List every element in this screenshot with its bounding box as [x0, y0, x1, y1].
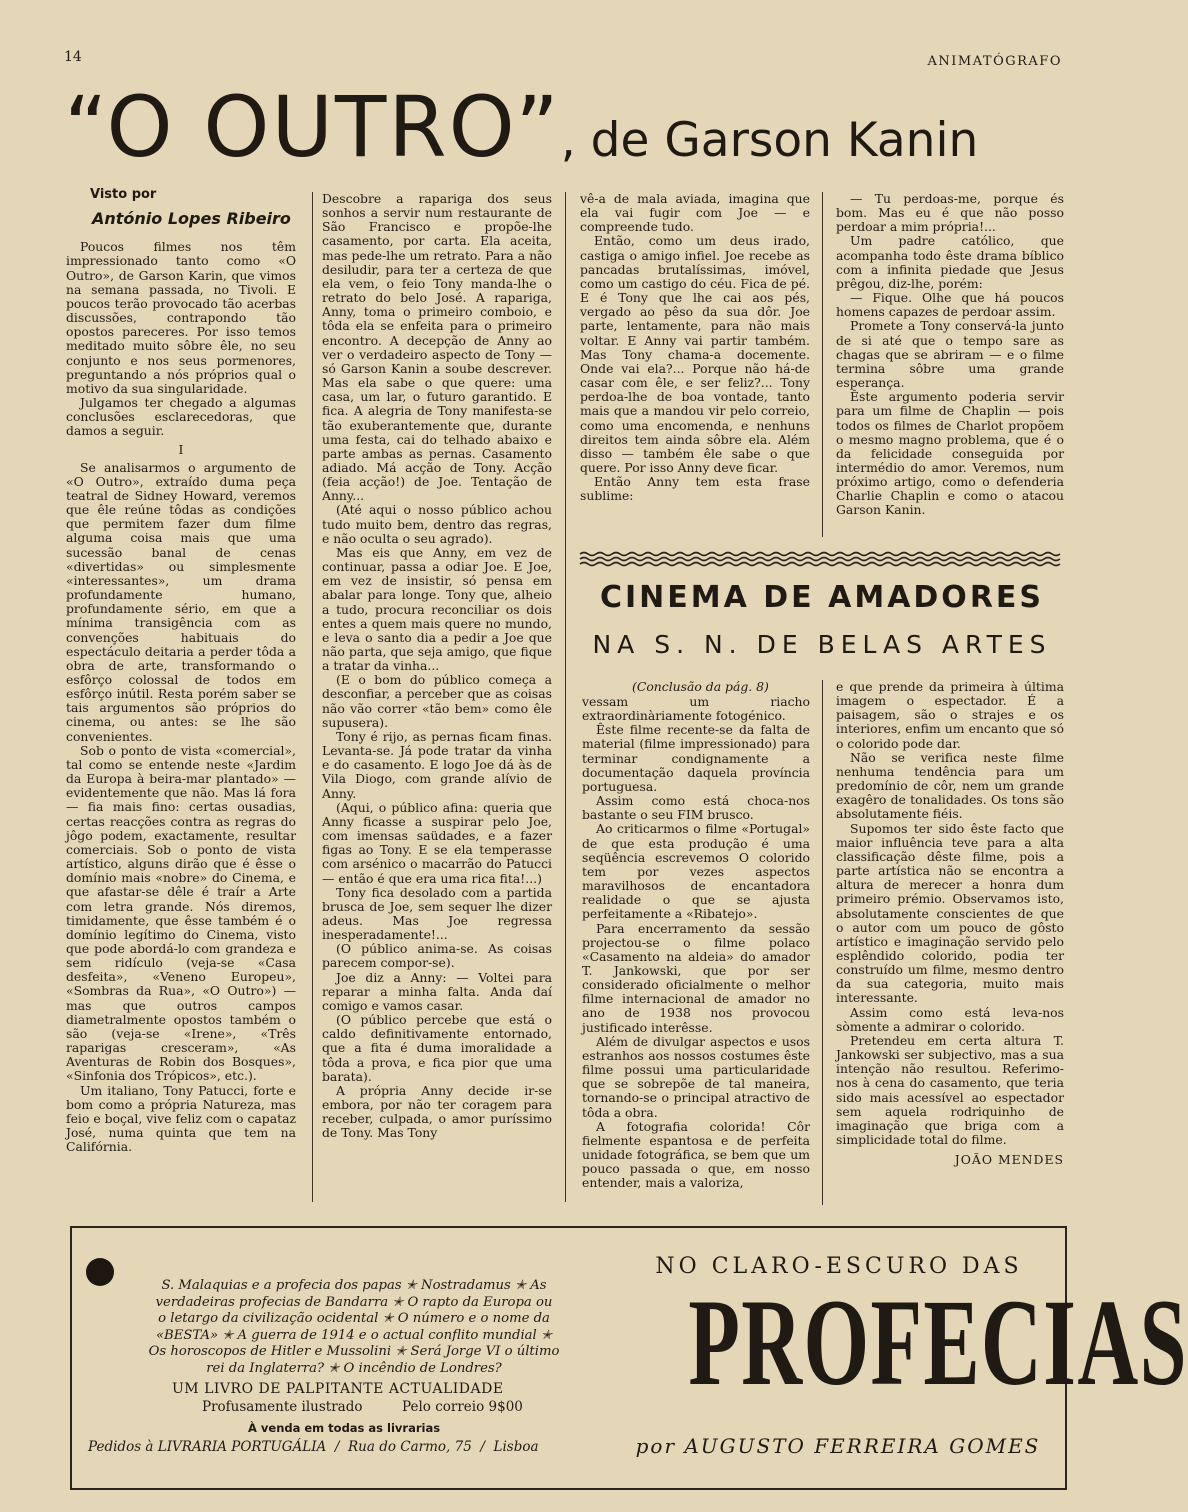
paragraph: A fotografia colorida! Côr fielmente espantosa e de perfeita unidade fotográfica, se bem que um pouco passada o que, em nosso entender, mais a valoriza, — [582, 1118, 810, 1191]
paragraph: Êste argumento poderia servir para um filme de Chaplin — pois todos os filmes de Charlot propõem o mesmo magno problema, que é o da felicidade conseguida por intermédio do amor. Veremos, num próximo artigo, como o defenderia Charlie Chaplin e como o atacou Garson Kanin. — [836, 389, 1064, 518]
ad-price: Pelo correio 9$00 — [402, 1399, 523, 1415]
paragraph: Descobre a rapariga dos seus sonhos a servir num restaurante de São Francisco e propõe-lhe casamento, por carta. Ela aceita, mas pede-lhe um retrato. Para a não desiludir, para ter a certeza de que ela vem, o feio Tony manda-lhe o retrato do belo José. A rapariga, Anny, toma o primeiro comboio, e tôda ela se enfeita para o primeiro encontro. A decepção de Anny ao ver o verdadeiro aspecto de Tony — só Garson Kanin a soube descrever. Mas ela sabe o que quere: uma casa, um lar, o futuro garantido. E fica. A alegria de Tony manifesta-se tão exuberantemente que, durante uma festa, cai do telhado abaixo e parte ambas as pernas. Casamento adiado. Má acção de Tony. Acção (feia acção!) de Joe. Tentação de Anny... — [322, 191, 552, 504]
ad-title: PROFECIAS — [688, 1274, 1188, 1411]
article-column-3 — [580, 192, 810, 552]
paragraph: Mas eis que Anny, em vez de continuar, passa a odiar Joe. E Joe, em vez de insistir, só pensa em abalar para longe. Tony que, alheio a tudo, procura reconciliar os dois entes a quem mais quere no mundo, e leva o santo dia a pedir a Joe que não parta, que seja amigo, que fique a tratar da vinha... — [322, 544, 552, 674]
paragraph: (Aqui, o público afina: queria que Anny ficasse a suspirar pelo Joe, com imensas saüdades, e a fazer figas ao Tony. E se ela temperasse com arsénico o macarrão do Patucci — então é que era uma rica fita!...) — [322, 799, 552, 886]
ad-line: o letargo da civilização ocidental ✭ O número e o nome da — [158, 1311, 550, 1327]
paragraph: Ao criticarmos o filme «Portugal» de que esta produção é uma seqüência escrevemos O colorido tem por vezes aspectos maravilhosos de encantadora realidade o que se ajusta perfeitamente a «Ribatejo». — [582, 821, 810, 922]
paragraph: Julgamos ter chegado a algumas conclusões esclarecedoras, que damos a seguir. — [66, 395, 296, 439]
section-number: I — [178, 441, 184, 457]
paragraph: Poucos filmes nos têm impressionado tanto como «O Outro», de Garson Karin, que vimos na semana passada, no Tivoli. E poucos terão provocado tão acerbas discussões, contrapondo tão opostos pareceres. Por isso temos meditado muito sôbre êle, no seu conjunto e nos seus pormenores, preguntando a nós próprios qual o motivo da sua singularidade. — [66, 239, 296, 396]
cinema-subtitle: NA S. N. DE BELAS ARTES — [592, 630, 1052, 659]
ad-line: verdadeiras profecias de Bandarra ✭ O rapto da Europa ou — [155, 1294, 553, 1310]
cinema-column-2 — [836, 680, 1064, 1215]
article-column-2 — [322, 192, 552, 1207]
paragraph: e que prende da primeira à última imagem o espectador. É a paisagem, são o strajes e os interiores, enfim um encanto que só o colorido pode dar. — [836, 679, 1064, 751]
wavy-divider — [580, 550, 1064, 566]
paragraph: Então Anny tem esta frase sublime: — [580, 474, 810, 504]
paragraph: A própria Anny decide ir-se embora, por não ter coragem para receber, culpada, o amor puríssimo de Tony. Mas Tony — [322, 1082, 552, 1141]
ad-kicker: NO CLARO-ESCURO DAS — [655, 1254, 1023, 1279]
ad-author: por AUGUSTO FERREIRA GOMES — [635, 1434, 1041, 1458]
page-number: 14 — [64, 49, 82, 65]
paragraph: Assim como está choca-nos bastante o seu FIM brusco. — [582, 793, 810, 823]
paragraph: Assim como está leva-nos sòmente a admirar o colorido. — [836, 1004, 1064, 1034]
paragraph: Para encerramento da sessão projectou-se o filme polaco «Casamento na aldeia» do amador T. Jankowski, que por ser considerado oficialmente o melhor filme internacional de amador no ano de 1938 nos provocou justificado interêsse. — [582, 920, 810, 1035]
ad-line: «BESTA» ✭ A guerra de 1914 e o actual conflito mundial ✭ — [155, 1327, 552, 1343]
paragraph: Supomos ter sido êste facto que maior influência teve para a alta classificação dêste filme, pois a parte artística não se encontra a altura de merecer a honra dum primeiro prémio. Observamos isto, absolutamente conscientes de que o autor com um pouco de gôsto artístico e imaginação servido pelo esplêndido colorido, podia ter construído um filme, mesmo dentro da sua categoria, muito mais interessante. — [836, 820, 1064, 1006]
paragraph: Então, como um deus irado, castiga o amigo infiel. Joe recebe as pancadas brutalíssimas, imóvel, como um castigo do céu. Fica de pé. E é Tony que lhe cai aos pés, vergado ao pêso da sua dôr. Joe parte, lentamente, para não mais voltar. E Anny vai partir também. Mas Tony chama-a docemente. Onde vai ela?... Porque não há-de casar com êle, e ser feliz?... Tony perdoa-lhe de boa vontade, tanto mais que a mandou vir pelo correio, como uma encomenda, e nenhuns direitos tem ainda sôbre ela. Além disso — também êle sabe o que quere. Por isso Anny deve ficar. — [580, 233, 810, 475]
byline-prefix: Visto por — [90, 187, 157, 202]
title-main: “O OUTRO” — [64, 78, 561, 176]
paragraph: Êste filme recente-se da falta de material (filme impressionado) para terminar condignamente a documentação daquela província portuguesa. — [582, 722, 810, 794]
paragraph: vessam um riacho extraordinàriamente fotogénico. — [582, 694, 810, 724]
paragraph: Promete a Tony conservá-la junto de si até que o tempo sare as chagas que se abriram — e o filme termina sôbre uma grande esperança. — [836, 318, 1064, 391]
article-title — [64, 78, 1064, 176]
cinema-title: CINEMA DE AMADORES — [599, 580, 1045, 615]
author-signature: JOÃO MENDES — [954, 1152, 1064, 1168]
title-suffix: , de Garson Kanin — [560, 113, 979, 168]
article-column-1 — [66, 188, 296, 1208]
paragraph: Tony fica desolado com a partida brusca de Joe, sem sequer lhe dizer adeus. Mas Joe regressa inesperadamente!... — [322, 884, 552, 943]
paragraph: Um padre católico, que acompanha todo êste drama bíblico com a infinita piedade que Jesus prêgou, diz-lhe, porém: — [836, 233, 1064, 291]
paragraph: Um italiano, Tony Patucci, forte e bom como a própria Natureza, mas feio e boçal, vive feliz com o capataz José, numa quinta que tem na Califórnia. — [66, 1082, 296, 1155]
ad-line: S. Malaquias e a profecia dos papas ✭ Nostradamus ✭ As — [161, 1278, 547, 1293]
magazine-name: ANIMATÓGRAFO — [927, 54, 1062, 69]
paragraph: (O público percebe que está o caldo definitivamente entornado, que a fita é duma imoralidade a tôda a prova, e fica pior que uma barata). — [322, 1012, 552, 1084]
ad-line: Os horoscopos de Hitler e Mussolini ✭ Será Jorge VI o último — [148, 1344, 560, 1360]
paragraph: Sob o ponto de vista «comercial», tal como se entende neste «Jardim da Europa à beira-mar plantado» — evidentemente que não. Mas lá fora — fia mais fino: certas ousadias, certas reacções contra as regras do jôgo podem, exactamente, resultar comerciais. Sob o ponto de vista artístico, alguns dirão que é êsse o domínio mais «nobre» do Cinema, e que afastar-se dêle é traír a Arte com letra grande. Nós diremos, timidamente, que êsse também é o domínio legítimo do Cinema, visto que pode abordá-lo com grandeza e sem ridículo (veja-se «Casa desfeita», «Veneno Europeu», «Sombras da Rua», «O Outro») — mas que outros campos diametralmente opostos também o são (veja-se «Irene», «Três raparigas cresceram», «As Aventuras de Robin dos Bosques», «Sinfonia dos Trópicos», etc.). — [66, 742, 296, 1084]
ad-sale: À venda em todas as livrarias — [248, 1421, 441, 1435]
column-rule — [822, 680, 823, 1205]
paragraph: Joe diz a Anny: — Voltei para reparar a minha falta. Anda daí comigo e vamos casar. — [322, 969, 552, 1013]
ad-orders: Pedidos à LIVRARIA PORTUGÁLIA / Rua do Carmo, 75 / Lisboa — [88, 1439, 539, 1455]
article-column-4 — [836, 192, 1064, 552]
paragraph: Se analisarmos o argumento de «O Outro», extraído duma peça teatral de Sidney Howard, veremos que êle reúne tôdas as condições que permitem fazer dum filme alguma coisa mais que uma sucessão banal de cenas «divertidas» ou simplesmente «interessantes», um drama profundamente humano, profundamente sério, em que a mínima transigência com as convenções habituais do espectáculo deitaria a perder tôda a obra de arte, transformando o esfôrço colossal de todos em esfôrço inútil. Resta porém saber se tais argumentos são próprios do cinema, ou antes: se lhe são convenientes. — [66, 459, 296, 744]
paragraph: Tony é rijo, as pernas ficam finas. Levanta-se. Já pode tratar da vinha e do casamento. E logo Joe dá às de Vila Diogo, com grande alívio de Anny. — [322, 728, 552, 801]
paragraph: Além de divulgar aspectos e usos estranhos aos nossos costumes êste filme possui uma particularidade que se sobrepõe de tal maneira, tornando-se o principal atractivo de tôda a obra. — [582, 1033, 810, 1120]
paragraph: Não se verifica neste filme nenhuma tendência para um predomínio de côr, nem um grande exagêro de tonalidades. Os tons são absolutamente fiéis. — [836, 749, 1064, 822]
paragraph: vê-a de mala aviada, imagina que ela vai fugir com Joe — e compreende tudo. — [580, 191, 810, 235]
column-rule — [822, 192, 823, 537]
paragraph: (O público anima-se. As coisas parecem compor-se). — [322, 941, 552, 971]
paragraph: (E o bom do público começa a desconfiar, a perceber que as coisas não vão correr «tão bem» como êle supusera). — [322, 672, 552, 730]
ad-illustrated: Profusamente ilustrado — [202, 1399, 363, 1415]
ad-tagline: UM LIVRO DE PALPITANTE ACTUALIDADE — [172, 1381, 504, 1397]
column-rule — [565, 192, 566, 1202]
ad-description — [94, 1278, 614, 1378]
paragraph: — Tu perdoas-me, porque és bom. Mas eu é que não posso perdoar a mim própria!... — [836, 191, 1064, 235]
advertisement-box — [70, 1226, 1188, 1490]
column-rule — [312, 192, 313, 1202]
paragraph: Pretendeu em certa altura T. Jankowski ser subjectivo, mas a sua intenção não resultou. Referimo-nos à cena do casamento, que teria sido mais acessível ao espectador sem aquela rodriquinho de imaginação que briga com a simplicidade total do filme. — [836, 1032, 1064, 1147]
byline-author: António Lopes Ribeiro — [92, 209, 291, 229]
paragraph: (Até aqui o nosso público achou tudo muito bem, dentro das regras, e não oculta o seu agrado). — [322, 502, 552, 546]
paragraph: — Fique. Olhe que há poucos homens capazes de perdoar assim. — [836, 290, 1064, 320]
cinema-column-1 — [582, 695, 810, 1210]
ad-line: rei da Inglaterra? ✭ O incêndio de Londres? — [206, 1360, 502, 1376]
continuation-note: (Conclusão da pág. 8) — [632, 679, 769, 694]
